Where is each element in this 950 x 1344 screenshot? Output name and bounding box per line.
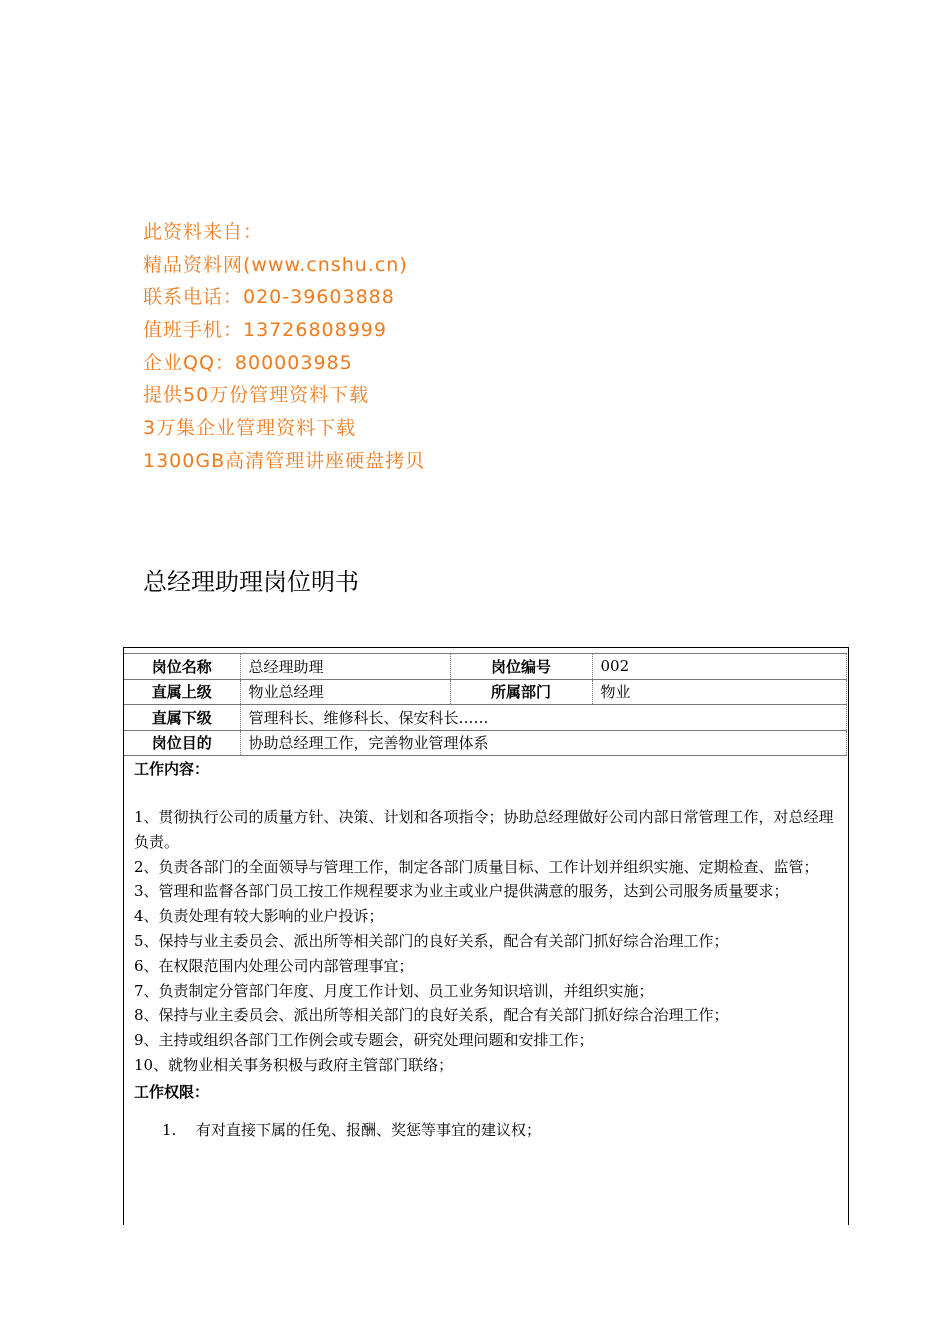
direct-subordinates-label: 直属下级 (124, 705, 240, 731)
direct-superior-label: 直属上级 (124, 679, 240, 705)
department-value: 物业 (592, 679, 846, 705)
job-description-frame (123, 647, 849, 1225)
right-item-text: 有对直接下属的任免、报酬、奖惩等事宜的建议权； (196, 1120, 542, 1139)
direct-subordinates-value: 管理科长、维修科长、保安科长…… (240, 705, 846, 731)
document-title: 总经理助理岗位明书 (143, 568, 359, 596)
position-purpose-label: 岗位目的 (124, 730, 240, 756)
right-item (134, 1118, 844, 1143)
duty-item: 3、管理和监督各部门员工按工作规程要求为业主或业户提供满意的服务，达到公司服务质量要求； (134, 882, 789, 901)
right-item-number: 1. (162, 1120, 177, 1139)
direct-superior-value: 物业总经理 (240, 679, 450, 705)
position-purpose-value: 协助总经理工作，完善物业管理体系 (240, 730, 846, 756)
duty-item: 1、贯彻执行公司的质量方针、决策、计划和各项指令；协助总经理做好公司内部日常管理工作，对总经理负责。 (134, 808, 834, 851)
position-info-table (124, 653, 847, 756)
duty-item: 10、就物业相关事务积极与政府主管部门联络； (134, 1055, 454, 1074)
position-number-value: 002 (592, 654, 846, 680)
promo-line: 提供50万份管理资料下载 (143, 384, 370, 407)
promo-line: 企业QQ：800003985 (143, 351, 353, 374)
job-content-section (134, 755, 844, 1143)
duty-item: 5、保持与业主委员会、派出所等相关部门的良好关系，配合有关部门抓好综合治理工作； (134, 931, 729, 950)
table-row (124, 654, 846, 680)
department-label: 所属部门 (450, 679, 592, 705)
promo-line: 精品资料网(www.cnshu.cn) (143, 253, 408, 276)
source-watermark-block (143, 216, 425, 478)
promo-line: 3万集企业管理资料下载 (143, 417, 357, 440)
duty-item: 2、负责各部门的全面领导与管理工作，制定各部门质量目标、工作计划并组织实施、定期检查、监管； (134, 857, 819, 876)
promo-line: 此资料来自： (143, 221, 264, 243)
promo-line: 值班手机：13726808999 (143, 319, 387, 342)
duty-item: 8、保持与业主委员会、派出所等相关部门的良好关系，配合有关部门抓好综合治理工作； (134, 1006, 729, 1025)
table-row (124, 705, 846, 731)
duty-item: 7、负责制定分管部门年度、月度工作计划、员工业务知识培训，并组织实施； (134, 981, 654, 1000)
table-row (124, 730, 846, 756)
duty-item: 4、负责处理有较大影响的业户投诉； (134, 907, 384, 926)
duties-heading: 工作内容： (134, 760, 210, 778)
position-number-label: 岗位编号 (450, 654, 592, 680)
spacer (134, 783, 844, 805)
promo-line: 联系电话：020-39603888 (143, 286, 395, 309)
table-row (124, 679, 846, 705)
duty-item: 9、主持或组织各部门工作例会或专题会，研究处理问题和安排工作； (134, 1031, 594, 1050)
promo-line: 1300GB高清管理讲座硬盘拷贝 (143, 449, 426, 472)
position-name-label: 岗位名称 (124, 654, 240, 680)
position-name-value: 总经理助理 (240, 654, 450, 680)
duty-item: 6、在权限范围内处理公司内部管理事宜； (134, 956, 414, 975)
rights-heading: 工作权限： (134, 1082, 210, 1101)
